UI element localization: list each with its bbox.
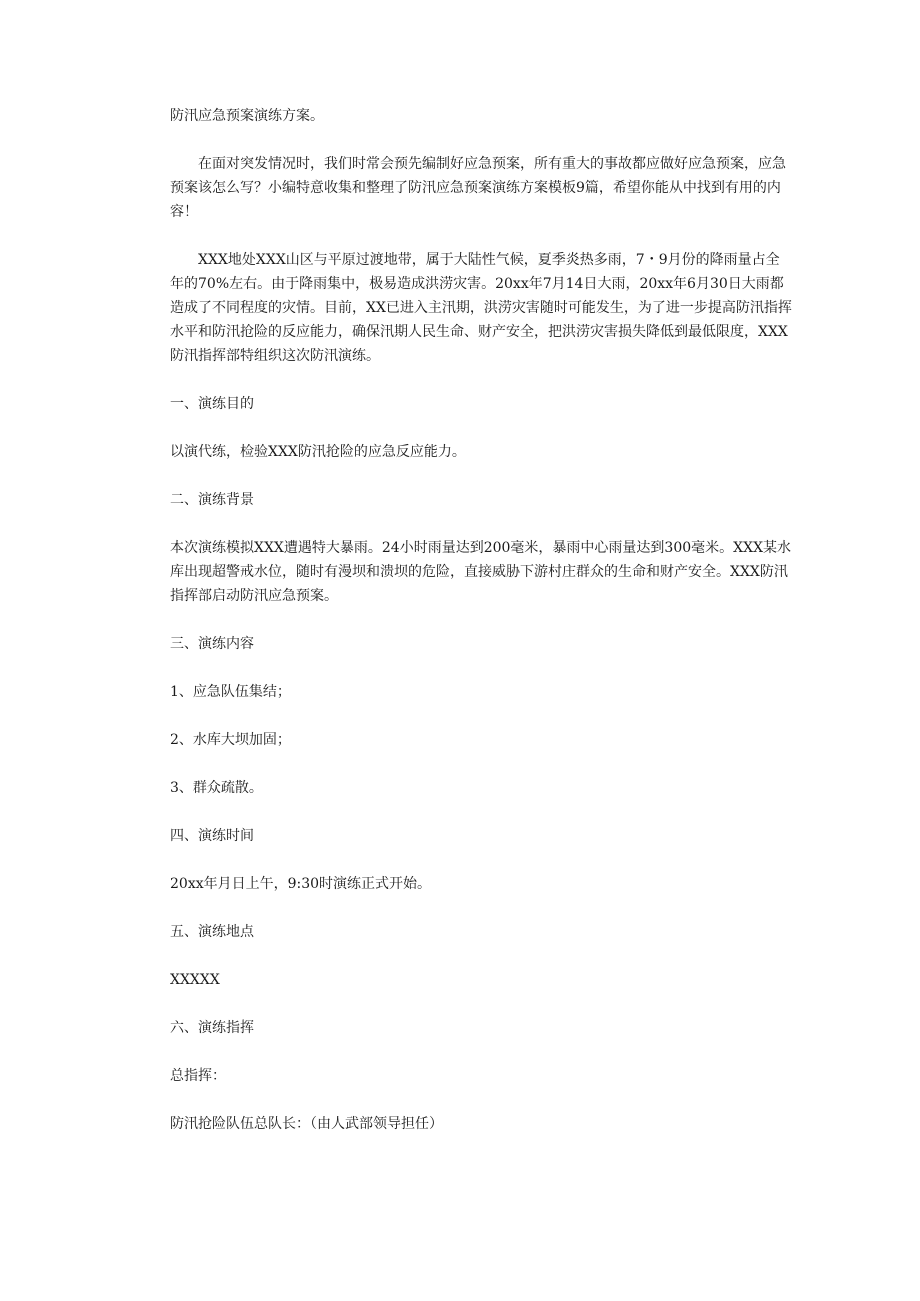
- section-heading-location: 五、演练地点: [170, 924, 254, 940]
- document-body: [170, 104, 792, 1160]
- intro-paragraph: 在面对突发情况时，我们时常会预先编制好应急预案，所有重大的事故都应做好应急预案，应急预案该怎么写？小编特意收集和整理了防汛应急预案演练方案模板9篇，希望你能从中找到有用的内容！: [170, 156, 786, 220]
- section-heading-command: 六、演练指挥: [170, 1020, 254, 1036]
- section-text-background: 本次演练模拟XXX遭遇特大暴雨。24小时雨量达到200毫米，暴雨中心雨量达到300毫米。XXX某水库出现超警戒水位，随时有漫坝和溃坝的危险，直接威胁下游村庄群众的生命和财产安全。XXX防汛指挥部启动防汛应急预案。: [170, 540, 792, 604]
- team-leader-line: 防汛抢险队伍总队长：（由人武部领导担任）: [170, 1116, 443, 1132]
- section-heading-content: 三、演练内容: [170, 636, 254, 652]
- section-text-time: 20xx年月日上午，9:30时演练正式开始。: [170, 876, 432, 892]
- section-heading-background: 二、演练背景: [170, 492, 254, 508]
- section-text-purpose: 以演代练，检验XXX防汛抢险的应急反应能力。: [170, 444, 466, 460]
- background-paragraph: XXX地处XXX山区与平原过渡地带，属于大陆性气候，夏季炎热多雨，7・9月份的降雨量占全年的70%左右。由于降雨集中，极易造成洪涝灾害。20xx年7月14日大雨，20xx年6月30日大雨都造成了不同程度的灾情。目前，XX已进入主汛期，洪涝灾害随时可能发生，为了进一步提高防汛指挥水平和防汛抢险的反应能力，确保汛期人民生命、财产安全，把洪涝灾害损失降低到最低限度，XXX防汛指挥部特组织这次防汛演练。: [170, 252, 792, 364]
- content-item-2: 2、水库大坝加固；: [170, 732, 291, 748]
- document-title: 防汛应急预案演练方案。: [170, 108, 324, 124]
- content-item-1: 1、应急队伍集结；: [170, 684, 291, 700]
- section-heading-time: 四、演练时间: [170, 828, 254, 844]
- section-text-location: XXXXX: [170, 972, 220, 988]
- section-heading-purpose: 一、演练目的: [170, 396, 254, 412]
- commander-line: 总指挥：: [170, 1068, 226, 1084]
- content-item-3: 3、群众疏散。: [170, 780, 263, 796]
